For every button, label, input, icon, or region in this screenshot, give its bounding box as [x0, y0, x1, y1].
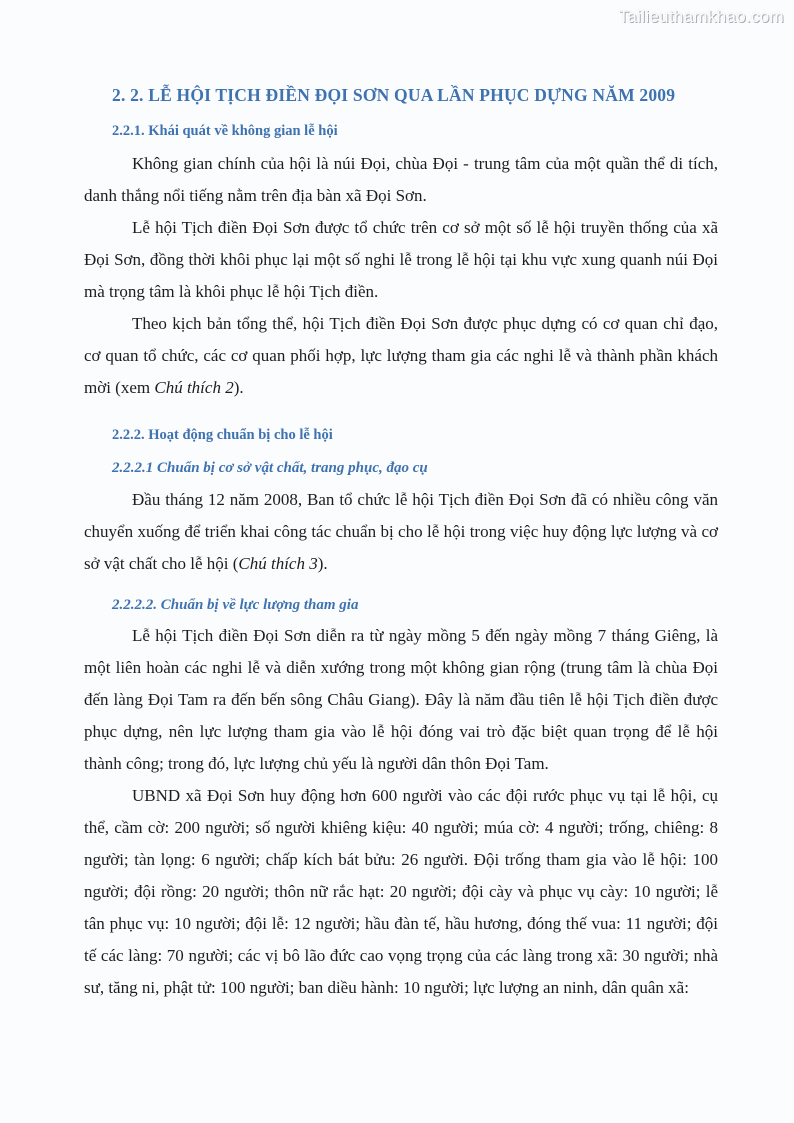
heading-2-2-1: 2.2.1. Khái quát về không gian lễ hội	[112, 123, 338, 139]
paragraph-space-overview-2: Lễ hội Tịch điền Đọi Sơn được tổ chức trên cơ sở một số lễ hội truyền thống của xã Đọi Sơn, đồng thời khôi phục lại một số nghi lễ trong lễ hội tại khu vực xung quanh núi Đọi mà trọng tâm là khôi phục lễ hội Tịch điền.	[84, 218, 718, 301]
paragraph-script-overview	[84, 308, 718, 404]
paragraph-preparation-material	[84, 484, 718, 580]
heading-2-2-2-1: 2.2.2.1 Chuẩn bị cơ sở vật chất, trang phục, đạo cụ	[112, 460, 428, 476]
paragraph-preparation-material-end: ).	[317, 554, 328, 573]
site-watermark: Tailieuthamkhao.com	[618, 7, 784, 26]
heading-2-2-2: 2.2.2. Hoạt động chuẩn bị cho lễ hội	[112, 427, 333, 443]
document-content	[84, 84, 718, 1004]
paragraph-space-overview-1: Không gian chính của hội là núi Đọi, chùa Đọi - trung tâm của một quần thể di tích, danh thắng nổi tiếng nằm trên địa bàn xã Đọi Sơn.	[84, 154, 718, 205]
reference-chu-thich-3: Chú thích 3	[238, 554, 318, 573]
paragraph-forces-overview: Lễ hội Tịch điền Đọi Sơn diễn ra từ ngày mồng 5 đến ngày mồng 7 tháng Giêng, là một liên hoàn các nghi lễ và diễn xướng trong một không gian rộng (trung tâm là chùa Đọi đến làng Đọi Tam ra đến bến sông Châu Giang). Đây là năm đầu tiên lễ hội Tịch điền được phục dựng, nên lực lượng tham gia vào lễ hội đóng vai trò đặc biệt quan trọng để lễ hội thành công; trong đó, lực lượng chủ yếu là người dân thôn Đọi Tam.	[84, 626, 718, 773]
paragraph-forces-numbers: UBND xã Đọi Sơn huy động hơn 600 người vào các đội rước phục vụ tại lễ hội, cụ thể, cầm cờ: 200 người; số người khiêng kiệu: 40 người; múa cờ: 4 người; trống, chiêng: 8 người; tàn lọng: 6 người; chấp kích bát bửu: 26 người. Đội trống tham gia vào lễ hội: 100 người; đội rồng: 20 người; thôn nữ rắc hạt: 20 người; đội cày và phục vụ cày: 10 người; lễ tân phục vụ: 10 người; đội lễ: 12 người; hầu đàn tế, hầu hương, đóng thế vua: 11 người; đội tế các làng: 70 người; các vị bô lão đức cao vọng trọng của các làng trong xã: 30 người; nhà sư, tăng ni, phật tử: 100 người; ban diều hành: 10 người; lực lượng an ninh, dân quân xã:	[84, 786, 718, 997]
section-title: 2. 2. LỄ HỘI TỊCH ĐIỀN ĐỌI SƠN QUA LẦN PHỤC DỰNG NĂM 2009	[112, 85, 676, 105]
paragraph-script-overview-text: Theo kịch bản tổng thể, hội Tịch điền Đọi Sơn được phục dựng có cơ quan chỉ đạo, cơ quan tổ chức, các cơ quan phối hợp, lực lượng tham gia các nghi lễ và thành phần khách mời (xem	[84, 314, 718, 397]
paragraph-script-overview-end: ).	[233, 378, 244, 397]
reference-chu-thich-2: Chú thích 2	[154, 378, 234, 397]
paragraph-preparation-material-text: Đầu tháng 12 năm 2008, Ban tổ chức lễ hội Tịch điền Đọi Sơn đã có nhiều công văn chuyển xuống để triển khai công tác chuẩn bị cho lễ hội trong việc huy động lực lượng và cơ sở vật chất cho lễ hội (	[84, 490, 718, 573]
heading-2-2-2-2: 2.2.2.2. Chuẩn bị về lực lượng tham gia	[112, 597, 359, 613]
